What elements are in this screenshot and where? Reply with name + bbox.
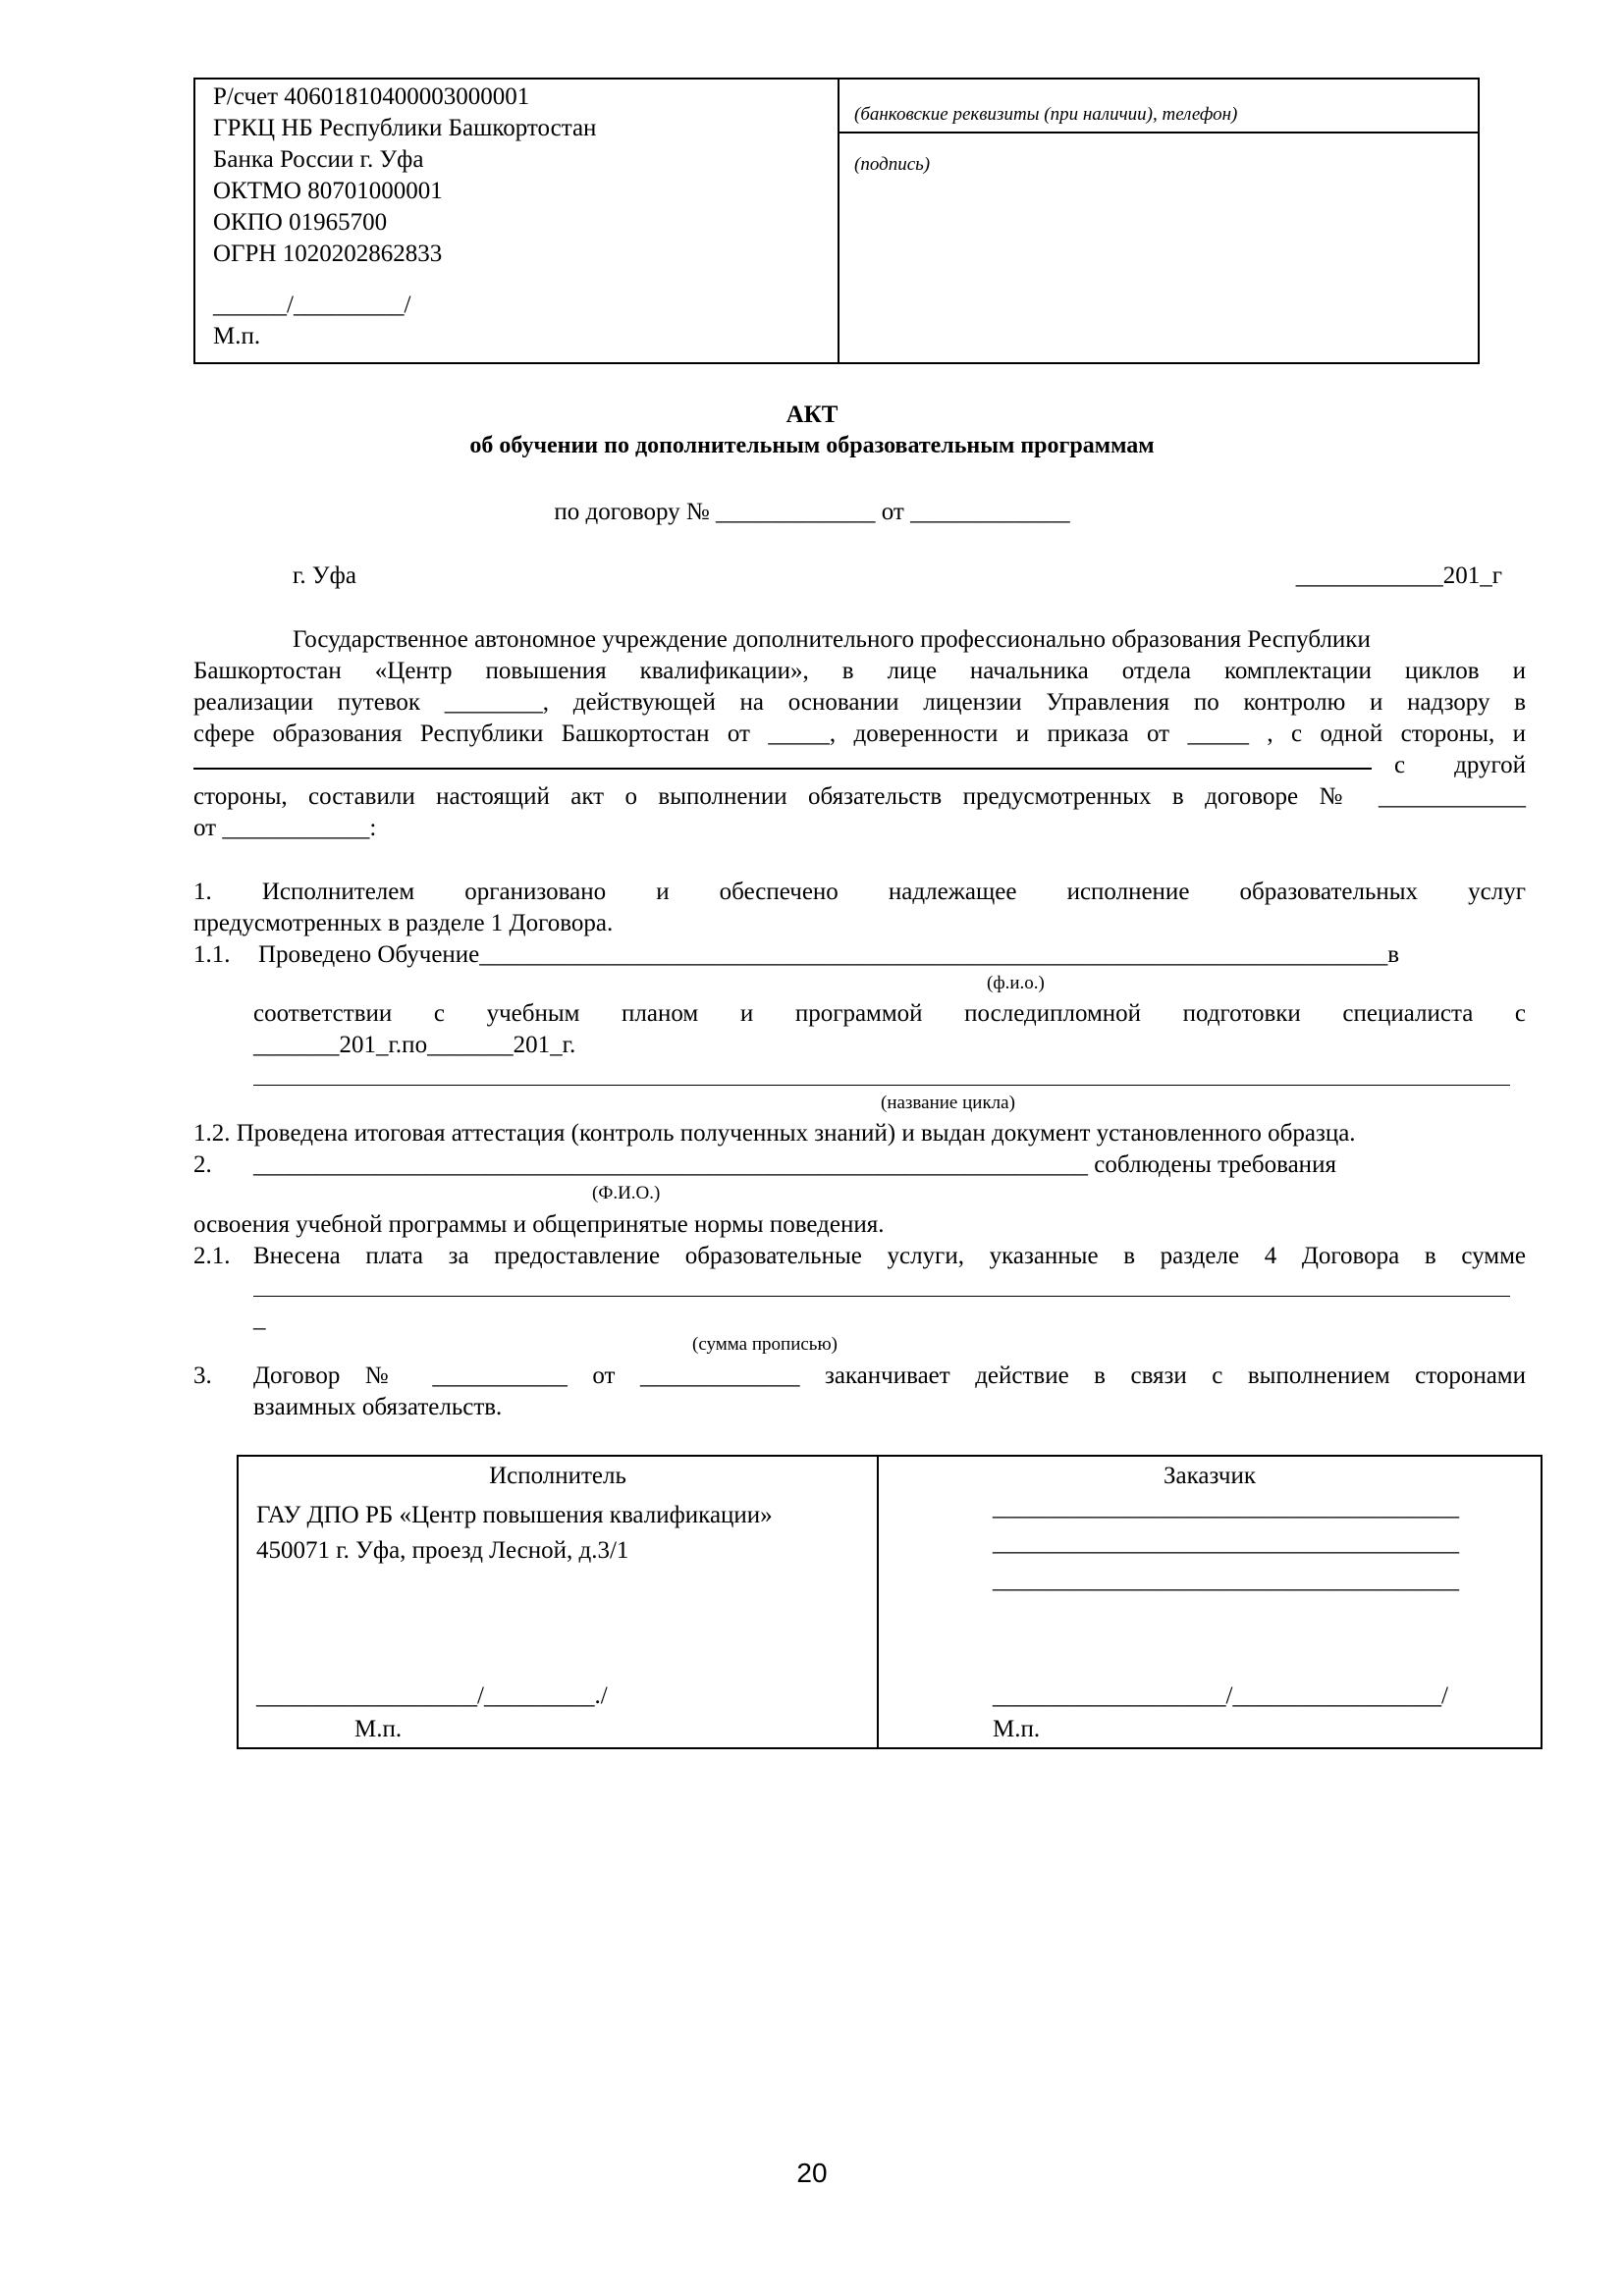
item-1-1-text: Проведено Обучение__________________________________________________________________________в <box>258 941 1400 968</box>
item-1-1-label: 1.1. <box>193 941 231 968</box>
requisite-account: Р/счет 40601810400003000001 <box>213 83 530 110</box>
requisite-bank: ГРКЦ НБ Республики Башкортостан <box>213 115 597 141</box>
executor-cell <box>239 1457 879 1747</box>
document-title: АКТ <box>785 401 839 428</box>
intro-line-3: реализации путевок ________, действующей на основании лицензии Управления по контролю и надзору в <box>193 689 1526 716</box>
intro-line-6: стороны, составили настоящий акт о выполнении обязательств предусмотренных в договоре № ____________ <box>193 783 1526 810</box>
intro-line-1: Государственное автономное учреждение дополнительного профессионально образования Республики <box>293 626 1371 653</box>
item-2-caption-fio: (Ф.И.О.) <box>592 1183 661 1203</box>
item-1-1-cycle-blank <box>253 1085 1510 1086</box>
item-2-1-label: 2.1. <box>193 1243 231 1269</box>
document-date: ____________201_г <box>1295 562 1502 589</box>
bank-details-caption: (банковские реквизиты (при наличии), телефон) <box>839 80 1478 133</box>
intro-line-2: Башкортостан «Центр повышения квалификации», в лице начальника отдела комплектации циклов и <box>193 658 1526 684</box>
customer-signature-line: ___________________/_________________/ <box>993 1682 1448 1709</box>
item-2-line-2: освоения учебной программы и общепринятые нормы поведения. <box>193 1211 885 1238</box>
page-number: 20 <box>796 2158 828 2188</box>
item-2-1-dash: _ <box>253 1306 266 1332</box>
requisite-stamp: М.п. <box>213 323 261 349</box>
item-1-2: 1.2. Проведена итоговая аттестация (контроль полученных знаний) и выдан документ установленного образца. <box>193 1120 1356 1147</box>
signatures-table <box>237 1455 1543 1749</box>
executor-address: 450071 г. Уфа, проезд Лесной, д.3/1 <box>256 1537 629 1564</box>
item-1-1-caption-fio: (ф.и.о.) <box>987 973 1045 993</box>
item-2-1-caption-sum: (сумма прописью) <box>692 1334 838 1355</box>
requisite-ogrn: ОГРН 1020202862833 <box>213 240 443 267</box>
item-1-1-dates: _______201_г.по_______201_г. <box>253 1032 576 1058</box>
customer-stamp: М.п. <box>993 1716 1041 1742</box>
intro-line-4: сфере образования Республики Башкортостан от _____, доверенности и приказа от _____ , с одной стороны, и <box>193 721 1526 747</box>
signature-caption: (подпись) <box>854 154 931 175</box>
requisite-bank-city: Банка России г. Уфа <box>213 146 424 173</box>
requisites-left-cell <box>195 80 839 362</box>
customer-cell <box>879 1457 1541 1747</box>
document-subtitle: об обучении по дополнительным образовательным программам <box>469 433 1155 458</box>
intro-line-5-tail: с другой <box>1394 752 1526 778</box>
requisite-oktmo: ОКТМО 80701000001 <box>213 178 443 204</box>
intro-party-blank <box>193 768 1372 770</box>
item-2-1-sum-blank <box>253 1296 1510 1297</box>
requisite-okpo: ОКПО 01965700 <box>213 209 388 236</box>
requisites-table <box>193 78 1480 364</box>
contract-reference: по договору № _____________ от _____________ <box>554 499 1070 525</box>
customer-line-3: ______________________________________ <box>993 1567 1459 1593</box>
executor-header: Исполнитель <box>489 1463 626 1489</box>
item-2-1-text: Внесена плата за предоставление образовательные услуги, указанные в разделе 4 Договора в сумме <box>253 1243 1526 1269</box>
item-2-text: ____________________________________________________________________ соблюдены требования <box>253 1151 1336 1178</box>
item-1-line-1: 1. Исполнителем организовано и обеспечено надлежащее исполнение образовательных услуг <box>193 879 1526 905</box>
item-3-line-2: взаимных обязательств. <box>253 1394 503 1420</box>
item-1-1-line-2: соответствии с учебным планом и программой последипломной подготовки специалиста с <box>253 1000 1526 1027</box>
requisites-right-cell <box>839 80 1478 362</box>
executor-name: ГАУ ДПО РБ «Центр повышения квалификации» <box>256 1502 773 1528</box>
customer-line-2: ______________________________________ <box>993 1529 1459 1556</box>
city: г. Уфа <box>293 562 356 589</box>
item-1-line-2: предусмотренных в разделе 1 Договора. <box>193 910 614 936</box>
item-3-label: 3. <box>193 1362 212 1389</box>
customer-line-1: ______________________________________ <box>993 1494 1459 1521</box>
item-1-1-caption-cycle: (название цикла) <box>881 1093 1015 1113</box>
executor-signature-line: __________________/_________./ <box>256 1682 608 1709</box>
intro-line-7: от ____________: <box>193 815 377 841</box>
item-2-label: 2. <box>193 1151 212 1178</box>
requisite-signature-line: ______/_________/ <box>213 292 411 318</box>
customer-header: Заказчик <box>1164 1463 1256 1489</box>
executor-stamp: М.п. <box>354 1716 403 1742</box>
item-3-text: Договор № ___________ от _____________ заканчивает действие в связи с выполнением сторонами <box>253 1362 1526 1389</box>
